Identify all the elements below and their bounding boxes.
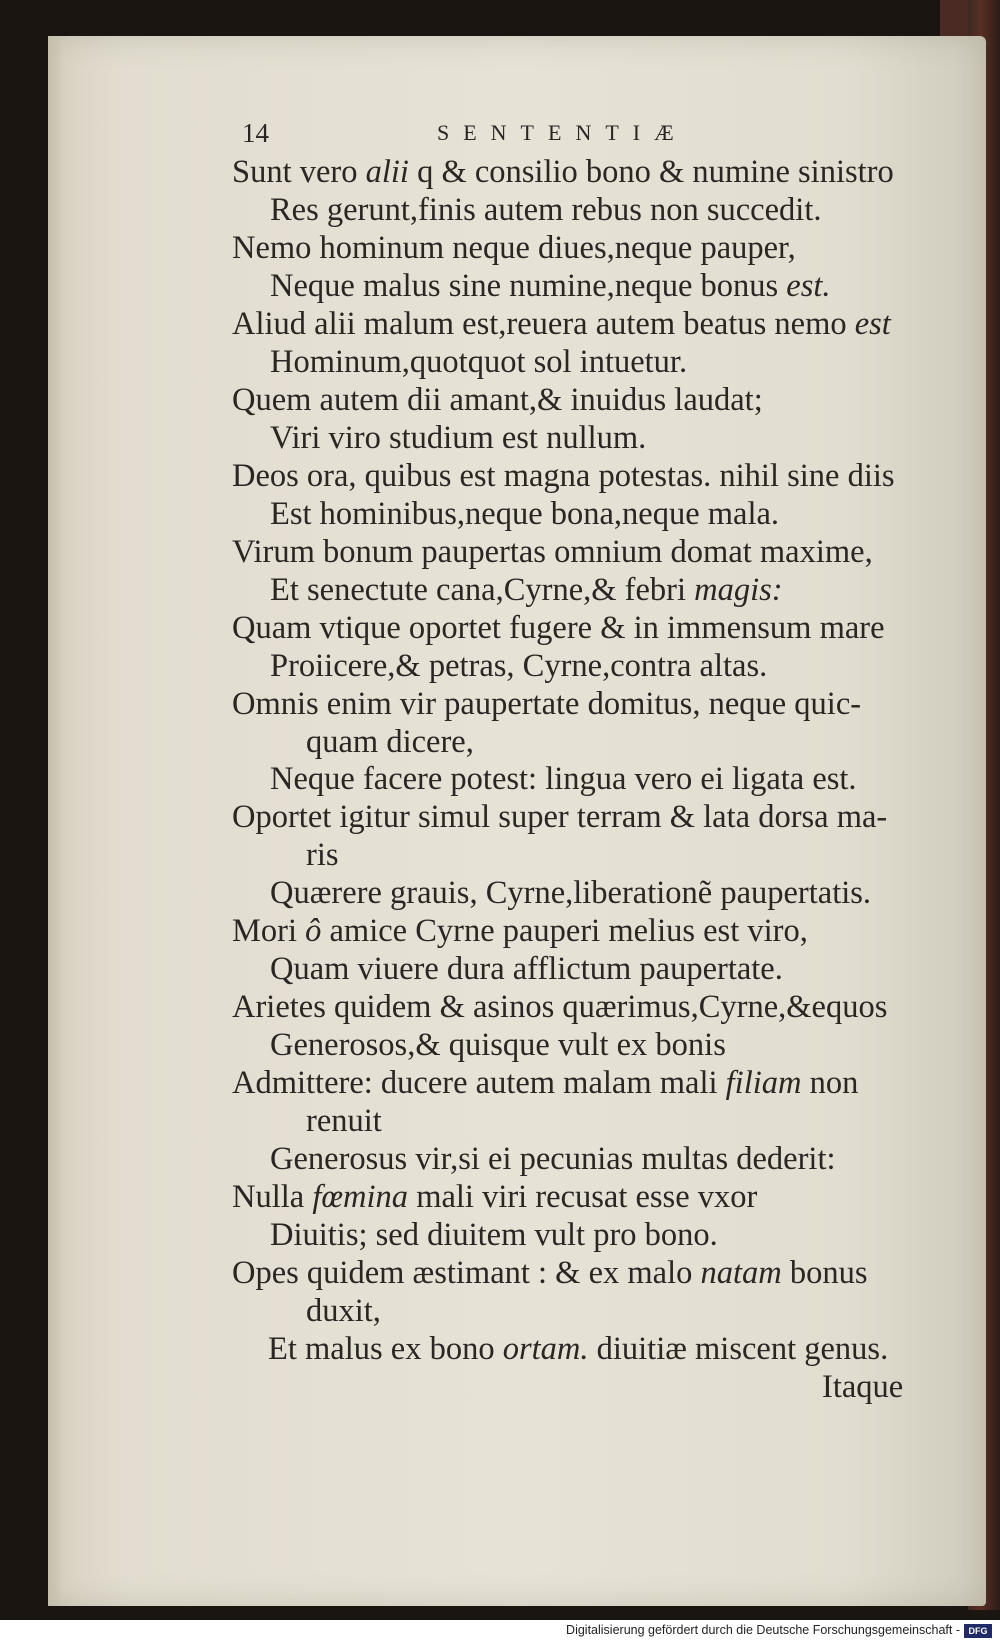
italic-text: magis: (694, 572, 783, 608)
text-segment: Res gerunt,finis autem rebus non succedit. (270, 192, 822, 228)
italic-text: filiam (725, 1065, 802, 1101)
text-line (270, 191, 821, 229)
text-line (268, 1330, 888, 1368)
text-line (232, 305, 891, 343)
text-segment: Diuitis; sed diuitem vult pro bono. (270, 1217, 718, 1253)
text-line (232, 912, 808, 950)
text-line (270, 1216, 718, 1254)
text-segment: Proiicere,& petras, Cyrne,contra altas. (270, 648, 768, 684)
text-segment: bonus (781, 1255, 868, 1291)
text-segment: Arietes quidem & asinos quærimus,Cyrne,&equos (232, 989, 888, 1025)
dfg-logo: DFG (964, 1624, 992, 1638)
text-segment: Virum bonum paupertas omnium domat maxime, (232, 534, 873, 570)
text-segment: Admittere: ducere autem malam mali (232, 1065, 726, 1101)
text-segment: Mori (232, 913, 306, 949)
text-segment: Nemo hominum neque diues,neque pauper, (232, 230, 796, 266)
text-segment: Oportet igitur simul super terram & lata dorsa ma- (232, 799, 888, 835)
text-line (306, 723, 474, 761)
italic-text: est. (786, 268, 831, 304)
text-segment: ris (306, 837, 339, 873)
text-segment: Sunt vero (232, 154, 366, 190)
text-segment: quam dicere, (306, 724, 474, 760)
page-header (0, 118, 1000, 148)
text-segment: Quam viuere dura afflictum paupertate. (270, 951, 783, 987)
text-line (822, 1368, 903, 1406)
text-line (232, 457, 895, 495)
text-line (232, 153, 894, 191)
text-segment: Et senectute cana,Cyrne,& febri (270, 572, 695, 608)
text-line (232, 381, 763, 419)
text-segment: Itaque (822, 1369, 904, 1405)
footer-bar (0, 1620, 1000, 1643)
text-line (232, 229, 796, 267)
text-line (270, 495, 779, 533)
italic-text: fœmina (312, 1179, 409, 1215)
text-line (232, 1178, 757, 1216)
running-head: SENTENTIÆ (437, 120, 688, 145)
text-segment: Deos ora, quibus est magna potestas. nihil sine diis (232, 458, 895, 494)
text-segment: Hominum,quotquot sol intuetur. (270, 344, 688, 380)
text-segment: Quam vtique oportet fugere & in immensum mare (232, 610, 885, 646)
italic-text: natam (700, 1255, 782, 1291)
text-line (306, 1102, 382, 1140)
text-segment: Generosos,& quisque vult ex bonis (270, 1027, 726, 1063)
text-line (232, 798, 887, 836)
text-segment: Aliud alii malum est,reuera autem beatus nemo (232, 306, 855, 342)
text-segment: q & consilio bono & numine sinistro (408, 154, 894, 190)
text-line (270, 1026, 726, 1064)
text-segment: non (801, 1065, 859, 1101)
text-segment: Neque malus sine numine,neque bonus (270, 268, 787, 304)
text-line (270, 419, 646, 457)
footer-credit: Digitalisierung gefördert durch die Deutsche Forschungsgemeinschaft - (566, 1623, 960, 1637)
text-line (232, 685, 861, 723)
text-segment: Quærere grauis, Cyrne,liberationẽ paupertatis. (270, 875, 872, 911)
text-line (306, 1292, 381, 1330)
italic-text: est (854, 306, 891, 342)
text-segment: duxit, (306, 1293, 381, 1329)
text-line (270, 647, 767, 685)
text-segment: Nulla (232, 1179, 313, 1215)
text-line (232, 1064, 858, 1102)
text-line (232, 533, 873, 571)
text-line (232, 988, 887, 1026)
text-segment: Opes quidem æstimant : & ex malo (232, 1255, 701, 1291)
text-segment: Neque facere potest: lingua vero ei ligata est. (270, 761, 857, 797)
text-line (270, 1140, 836, 1178)
text-segment: Viri viro studium est nullum. (270, 420, 647, 456)
text-line (270, 950, 783, 988)
page-gutter-shadow (48, 36, 62, 1606)
italic-text: ortam. (502, 1331, 589, 1367)
text-line (270, 343, 687, 381)
text-line (270, 267, 831, 305)
text-line (232, 1254, 868, 1292)
text-segment: Generosus vir,si ei pecunias multas dederit: (270, 1141, 836, 1177)
page-number: 14 (242, 118, 269, 148)
text-line (306, 836, 339, 874)
text-segment: amice Cyrne pauperi melius est viro, (321, 913, 808, 949)
text-segment: Et malus ex bono (268, 1331, 503, 1367)
text-segment: renuit (306, 1103, 382, 1139)
text-segment: Omnis enim vir paupertate domitus, neque quic- (232, 686, 862, 722)
text-line (270, 874, 871, 912)
text-line (270, 571, 783, 609)
text-segment: mali viri recusat esse vxor (408, 1179, 758, 1215)
italic-text: alii (365, 154, 409, 190)
text-segment: Quem autem dii amant,& inuidus laudat; (232, 382, 763, 418)
text-line (270, 760, 857, 798)
text-line (232, 609, 885, 647)
text-segment: diuitiæ miscent genus. (588, 1331, 889, 1367)
text-segment: Est hominibus,neque bona,neque mala. (270, 496, 780, 532)
italic-text: ô (305, 913, 322, 949)
